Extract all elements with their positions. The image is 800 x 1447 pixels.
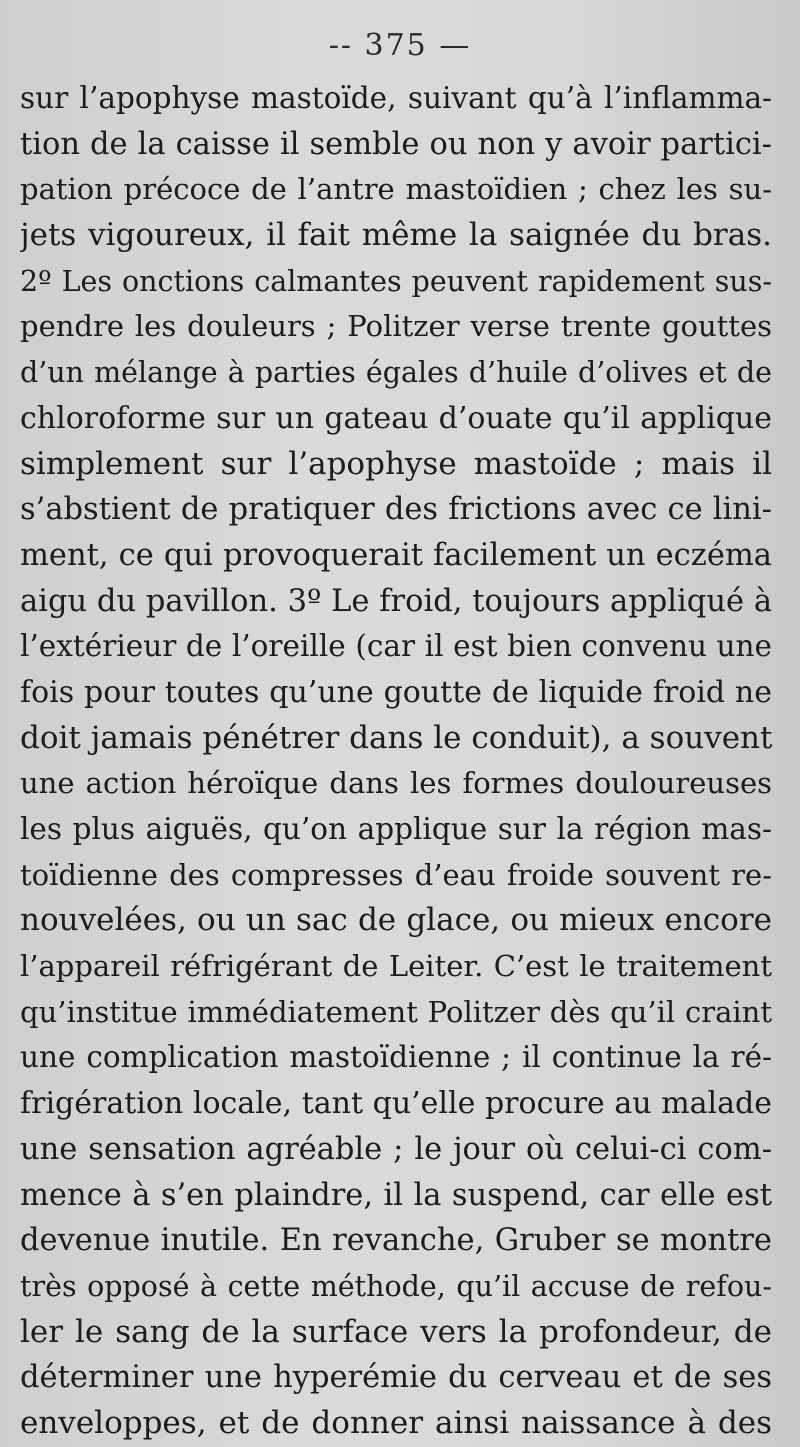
text-line: enveloppes, et de donner ainsi naissance à des <box>20 1404 772 1441</box>
text-line: pendre les douleurs ; Politzer verse trente gouttes <box>20 309 772 344</box>
text-line: ment, ce qui provoquerait facilement un eczéma <box>20 537 772 573</box>
text-line: jets vigoureux, il fait même la saignée du bras. <box>20 217 772 254</box>
text-line: sur l’apophyse mastoïde, suivant qu’à l’inflamma- <box>20 81 772 115</box>
text-line: l’appareil réfrigérant de Leiter. C’est le traitement <box>20 949 772 984</box>
text-line: devenue inutile. En revanche, Gruber se montre <box>20 1223 772 1259</box>
text-line: pation précoce de l’antre mastoïdien ; chez les su- <box>20 172 772 207</box>
text-line: qu’institue immédiatement Politzer dès qu’il craint <box>20 994 772 1029</box>
text-line: une sensation agréable ; le jour où celui-ci com- <box>20 1131 772 1167</box>
text-line: chloroforme sur un gateau d’ouate qu’il applique <box>20 400 772 436</box>
text-line: simplement sur l’apophyse mastoïde ; mais il <box>20 445 772 482</box>
text-line: l’extérieur de l’oreille (car il est bien convenu une <box>20 629 772 664</box>
text-line: une action héroïque dans les formes douloureuses <box>20 766 772 801</box>
body-text <box>20 76 772 1447</box>
text-line: mence à s’en plaindre, il la suspend, car elle est <box>20 1177 772 1213</box>
text-line: une complication mastoïdienne ; il continue la ré- <box>20 1040 772 1075</box>
text-line: aigu du pavillon. 3º Le froid, toujours appliqué à <box>20 583 772 619</box>
text-line: s’abstient de pratiquer des frictions avec ce lini- <box>20 492 772 528</box>
text-line: les plus aiguës, qu’on applique sur la région mas- <box>20 812 772 846</box>
text-line: très opposé à cette méthode, qu’il accuse de refou- <box>20 1269 772 1303</box>
text-line: nouvelées, ou un sac de glace, ou mieux encore <box>20 902 772 939</box>
text-line: déterminer une hyperémie du cerveau et de ses <box>20 1360 772 1396</box>
text-line: ler le sang de la surface vers la profondeur, de <box>20 1313 772 1350</box>
page-number: -- 375 — <box>328 28 472 63</box>
text-line: doit jamais pénétrer dans le conduit), a souvent <box>20 719 772 756</box>
text-line: 2º Les onctions calmantes peuvent rapidement sus- <box>20 264 772 298</box>
text-line: fois pour toutes qu’une goutte de liquide froid ne <box>20 674 772 710</box>
text-line: tion de la caisse il semble ou non y avoir partici- <box>20 126 772 162</box>
text-line: frigération locale, tant qu’elle procure au malade <box>20 1086 772 1122</box>
text-line: d’un mélange à parties égales d’huile d’olives et de <box>20 356 772 390</box>
text-line: toïdienne des compresses d’eau froide souvent re- <box>20 857 772 892</box>
